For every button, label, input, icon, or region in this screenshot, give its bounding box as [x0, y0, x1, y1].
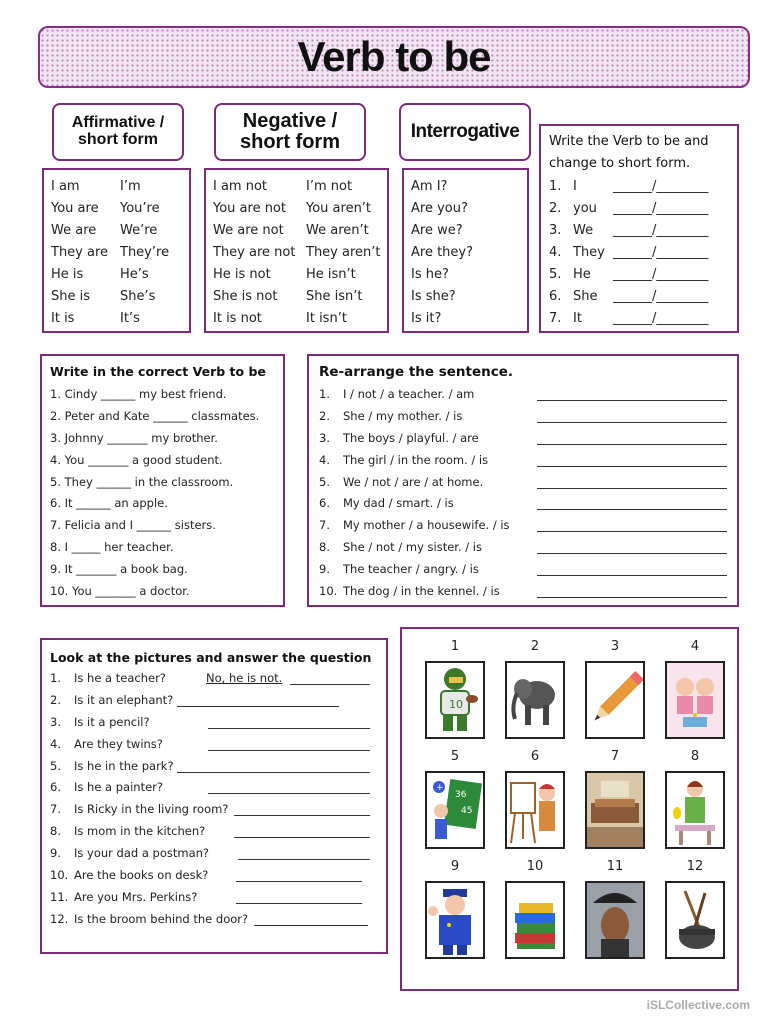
list-item: 7. Felicia and I ______ sisters.: [50, 518, 216, 533]
negative-header: Negative / short form: [214, 103, 366, 161]
item-number: 7.: [549, 311, 562, 326]
item-number: 11.: [50, 889, 69, 904]
picture-number: 7: [610, 749, 620, 764]
question-text: Is he a teacher?: [74, 671, 166, 685]
negative-col-full: [213, 176, 295, 330]
short-form-list: [549, 176, 605, 330]
list-item: Are they?: [411, 245, 474, 260]
list-item: We’re: [120, 223, 158, 238]
item-number: 1.: [319, 387, 330, 401]
question-text: Is your dad a postman?: [74, 846, 210, 861]
pictures-question-box: [40, 638, 388, 954]
list-item: 6. It ______ an apple.: [50, 496, 168, 511]
answer-line[interactable]: [537, 562, 727, 576]
item-number: 10.: [319, 584, 338, 599]
answer-line[interactable]: [537, 584, 727, 598]
item-number: 6.: [319, 496, 330, 511]
item-number: 3.: [549, 223, 562, 238]
item-number: 9.: [319, 562, 330, 577]
picture-number: 3: [610, 639, 620, 654]
item-number: 12.: [50, 911, 69, 926]
answer-line[interactable]: [208, 780, 370, 794]
item-number: 5.: [549, 267, 562, 282]
affirmative-col-full: [51, 176, 108, 330]
answer-line[interactable]: [537, 518, 727, 532]
item-text: The teacher / angry. / is: [343, 562, 479, 577]
list-item: He is: [51, 267, 84, 282]
answer-line[interactable]: [236, 890, 362, 904]
list-item: 2. Peter and Kate ______ classmates.: [50, 408, 260, 423]
list-item: Am I?: [411, 179, 448, 194]
list-item: They are not: [213, 245, 296, 260]
answer-blank[interactable]: ______/________: [613, 223, 709, 238]
item-word: you: [573, 201, 597, 216]
page-title: Verb to be: [297, 33, 491, 80]
answer-line[interactable]: [177, 759, 370, 773]
item-word: I: [573, 179, 577, 194]
item-text: The boys / playful. / are: [343, 430, 479, 445]
interrogative-col: [411, 176, 473, 330]
picture-number: 1: [450, 639, 460, 654]
item-text: My dad / smart. / is: [343, 496, 454, 511]
answer-line[interactable]: [234, 824, 370, 838]
living-room-picture: [585, 771, 645, 849]
answer-line[interactable]: [236, 868, 362, 882]
question-text: Is it a pencil?: [74, 714, 150, 729]
list-item: She is not: [213, 289, 278, 304]
affirmative-header: Affirmative / short form: [52, 103, 184, 161]
answer-line[interactable]: [537, 387, 727, 401]
pictures-question-title: Look at the pictures and answer the question: [50, 650, 372, 665]
item-number: 9.: [50, 846, 61, 861]
answer-blank[interactable]: ______/________: [613, 289, 709, 304]
svg-text:45: 45: [461, 806, 473, 816]
item-number: 10.: [50, 868, 69, 883]
list-item: 8. I _____ her teacher.: [50, 540, 174, 555]
item-number: 7.: [50, 802, 61, 817]
list-item: You are: [51, 201, 99, 216]
answer-line[interactable]: [537, 409, 727, 423]
question-text: Is he in the park?: [74, 758, 174, 773]
item-number: 6.: [50, 780, 61, 795]
picture-number: 2: [530, 639, 540, 654]
example-answer: No, he is not.: [206, 671, 283, 685]
list-item: 4. You _______ a good student.: [50, 452, 223, 467]
list-item: I’m not: [306, 179, 353, 194]
svg-text:36: 36: [455, 790, 467, 800]
answer-line[interactable]: [208, 715, 370, 729]
list-item: You’re: [120, 201, 160, 216]
question-text: Are they twins?: [74, 736, 163, 751]
item-text: We / not / are / at home.: [343, 474, 484, 489]
svg-text:10: 10: [449, 698, 463, 711]
list-item: He is not: [213, 267, 271, 282]
item-number: 6.: [549, 289, 562, 304]
picture-number: 10: [526, 859, 544, 874]
answer-line[interactable]: [537, 540, 727, 554]
item-number: 8.: [50, 824, 61, 839]
painter-picture: [505, 771, 565, 849]
item-word: It: [573, 311, 582, 326]
man-umbrella-picture: [585, 881, 645, 959]
item-text: The dog / in the kennel. / is: [343, 584, 500, 599]
item-number: 5.: [319, 474, 330, 489]
item-number: 7.: [319, 518, 330, 533]
item-number: 3.: [319, 430, 330, 445]
list-item: Are we?: [411, 223, 463, 238]
math-teacher-picture: [425, 771, 485, 849]
answer-blank[interactable]: ______/________: [613, 179, 709, 194]
list-item: We are: [51, 223, 97, 238]
policeman-picture: [425, 881, 485, 959]
answer-line[interactable]: [290, 671, 370, 685]
answer-line[interactable]: [177, 693, 339, 707]
list-item: It’s: [120, 311, 140, 326]
correct-verb-list: [50, 384, 259, 603]
item-number: 2.: [549, 201, 562, 216]
item-number: 2.: [50, 692, 61, 707]
item-word: They: [573, 245, 605, 260]
books-picture: [505, 881, 565, 959]
list-item: They aren’t: [306, 245, 381, 260]
pencil-picture: [585, 661, 645, 739]
pictures-grid-box: [400, 627, 739, 991]
affirmative-col-short: [120, 176, 169, 330]
item-text: My mother / a housewife. / is: [343, 518, 510, 533]
answer-blank[interactable]: ______/________: [613, 201, 709, 216]
item-text: She / my mother. / is: [343, 408, 463, 423]
list-item: It is: [51, 311, 75, 326]
answer-line[interactable]: [537, 431, 727, 445]
picture-number: 4: [690, 639, 700, 654]
item-text: I / not / a teacher. / am: [343, 387, 475, 401]
negative-box: [204, 168, 389, 333]
picture-number: 12: [686, 859, 704, 874]
list-item: You are not: [213, 201, 286, 216]
list-item: Is he?: [411, 267, 449, 282]
interrogative-box: [402, 168, 529, 333]
question-text: Is Ricky in the living room?: [74, 802, 229, 817]
rearrange-list: [319, 384, 729, 603]
list-item: He’s: [120, 267, 149, 282]
answer-line[interactable]: [234, 802, 370, 816]
list-item: 3. Johnny _______ my brother.: [50, 430, 218, 445]
list-item: You aren’t: [306, 201, 372, 216]
answer-line[interactable]: [537, 496, 727, 510]
item-number: 8.: [319, 540, 330, 555]
rearrange-title: Re-arrange the sentence.: [319, 364, 514, 380]
question-text: Is mom in the kitchen?: [74, 824, 206, 839]
site-watermark: iSLCollective.com: [646, 998, 750, 1012]
list-item: He isn’t: [306, 267, 356, 282]
item-text: She / not / my sister. / is: [343, 540, 482, 555]
list-item: 9. It _______ a book bag.: [50, 562, 188, 577]
list-item: It is not: [213, 311, 262, 326]
short-form-title: Write the Verb to be and change to short form.: [549, 134, 709, 171]
list-item: It isn’t: [306, 311, 347, 326]
affirmative-box: [42, 168, 191, 333]
list-item: Is it?: [411, 311, 442, 326]
picture-number: 5: [450, 749, 460, 764]
item-word: We: [573, 223, 594, 238]
list-item: I’m: [120, 179, 141, 194]
answer-line[interactable]: [208, 737, 370, 751]
picture-number: 9: [450, 859, 460, 874]
answer-line[interactable]: [254, 912, 368, 926]
item-word: She: [573, 289, 598, 304]
negative-col-short: [306, 176, 381, 330]
list-item: 10. You _______ a doctor.: [50, 584, 190, 599]
title-banner: [38, 26, 750, 88]
item-number: 1.: [50, 671, 61, 685]
broom-picture: [665, 881, 725, 959]
correct-verb-title: Write in the correct Verb to be: [50, 364, 266, 379]
rearrange-box: [307, 354, 739, 607]
elephant-picture: [505, 661, 565, 739]
football-player-picture: [425, 661, 485, 739]
item-number: 2.: [319, 408, 330, 423]
answer-line[interactable]: [537, 475, 727, 489]
answer-blank[interactable]: ______/________: [613, 267, 709, 282]
list-item: She is: [51, 289, 91, 304]
list-item: 1. Cindy ______ my best friend.: [50, 387, 227, 401]
item-number: 4.: [549, 245, 562, 260]
question-text: Are the books on desk?: [74, 868, 209, 883]
list-item: They’re: [120, 245, 170, 260]
correct-verb-box: [40, 354, 285, 607]
short-form-exercise-box: [539, 124, 739, 333]
question-text: Is it an elephant?: [74, 692, 174, 707]
answer-blank[interactable]: ______/________: [613, 311, 709, 326]
item-number: 1.: [549, 179, 562, 194]
item-number: 3.: [50, 714, 61, 729]
interrogative-header: Interrogative: [399, 103, 531, 161]
list-item: 5. They ______ in the classroom.: [50, 474, 234, 489]
list-item: They are: [51, 245, 109, 260]
list-item: I am not: [213, 179, 268, 194]
question-text: Are you Mrs. Perkins?: [74, 889, 198, 904]
answer-line[interactable]: [537, 453, 727, 467]
list-item: I am: [51, 179, 80, 194]
item-number: 5.: [50, 758, 61, 773]
picture-number: 8: [690, 749, 700, 764]
list-item: Are you?: [411, 201, 468, 216]
item-number: 4.: [319, 452, 330, 467]
answer-line[interactable]: [238, 846, 370, 860]
picture-number: 11: [606, 859, 624, 874]
list-item: She’s: [120, 289, 156, 304]
picture-number: 6: [530, 749, 540, 764]
svg-text:+: +: [436, 783, 444, 793]
item-word: He: [573, 267, 591, 282]
list-item: We aren’t: [306, 223, 369, 238]
kitchen-mom-picture: [665, 771, 725, 849]
list-item: Is she?: [411, 289, 456, 304]
question-text: Is he a painter?: [74, 780, 164, 795]
question-text: Is the broom behind the door?: [74, 911, 249, 926]
list-item: We are not: [213, 223, 284, 238]
item-number: 4.: [50, 736, 61, 751]
twins-picture: [665, 661, 725, 739]
list-item: She isn’t: [306, 289, 363, 304]
pictures-question-list: [50, 668, 385, 931]
item-text: The girl / in the room. / is: [343, 452, 489, 467]
answer-blank[interactable]: ______/________: [613, 245, 709, 260]
